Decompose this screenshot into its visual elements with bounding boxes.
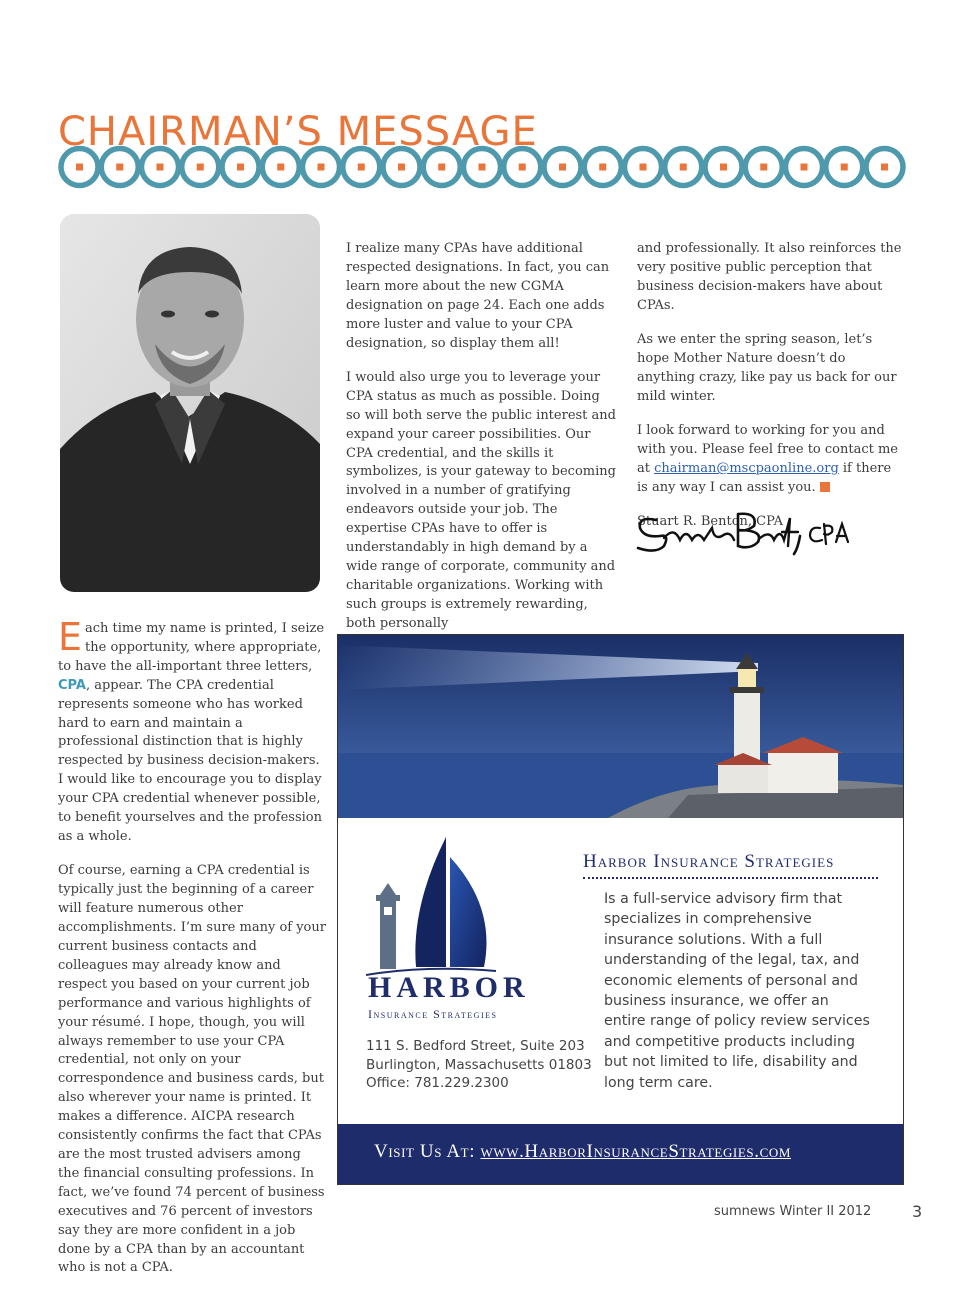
ring-center-square (559, 164, 566, 171)
ad-description: Is a full-service advisory firm that specializes in comprehensive insurance solutions. With a full understanding of the legal, tax, and economic elements of personal and business insurance, we offer an entire range of policy review services and competitive products including but not limited to life, disability and long term care. (604, 891, 870, 1091)
text-run: I look forward to working for you and with you. Please feel free to contact me at (637, 423, 898, 477)
ring-center-square (841, 164, 848, 171)
ring-center-square (599, 164, 606, 171)
ad-brand-subtitle: Insurance Strategies (368, 1007, 498, 1021)
cpa-highlight: CPA (58, 677, 86, 693)
text-run: if there is any way I can assist you. (637, 461, 892, 495)
ring-center-square (680, 164, 687, 171)
paragraph: I realize many CPAs have additional respected designations. In fact, you can learn more about the new CGMA designation on page 24. Each one adds more luster and value to your CPA designation, so display them all! (346, 241, 610, 351)
ring-center-square (277, 164, 284, 171)
signoff-name: Stuart R. Benton, CPA (637, 514, 784, 530)
ad-visit-line (374, 1141, 791, 1163)
ring-center-square (479, 164, 486, 171)
ring-center-square (197, 164, 204, 171)
paragraph: Of course, earning a CPA credential is typically just the beginning of a career will feature numerous other accomplishments. I’m sure many of your current business contacts and colleagues may already know and respect you based on your current job performance and various highlights of your résumé. I hope, though, you will always remember to use your CPA credential, not only on your correspondence and business cards, but also wherever your name is printed. It makes a difference. AICPA research consistently confirms the fact that CPAs are the most trusted advisers among the financial consulting professions. In fact, we’ve found 74 percent of business executives and 76 percent of investors say they are more confident in a job done by a CPA than by an accountant who is not a CPA. (58, 863, 326, 1276)
body-column-3 (637, 240, 905, 548)
ring-center-square (116, 164, 123, 171)
body-column-2 (346, 240, 616, 649)
paragraph (58, 615, 326, 847)
harbor-insurance-advertisement (337, 634, 904, 1185)
paragraph: and professionally. It also reinforces the very positive public perception that business decision-makers have about CPAs. (637, 241, 902, 313)
page-title: CHAIRMAN’S MESSAGE (58, 108, 538, 155)
ad-brand-wordmark: HARBOR (368, 971, 530, 1004)
ring-center-square (398, 164, 405, 171)
ring-center-square (438, 164, 445, 171)
address-line: Burlington, Massachusetts 01803 (366, 1056, 592, 1073)
chairman-email-link[interactable]: chairman@mscpaonline.org (654, 461, 839, 477)
ring-center-square (358, 164, 365, 171)
address-line: 111 S. Bedford Street, Suite 203 (366, 1038, 585, 1054)
lighthouse-photo (338, 635, 903, 818)
text-run: , appear. The CPA credential represents someone who has worked hard to earn and maintain a professional distinction that is highly respected by business decision-makers. I would like to encourage you to display your CPA credential whenever possible, to benefit yourselves and the profession as a whole. (58, 677, 322, 844)
page-number: 3 (912, 1202, 923, 1221)
harbor-website-link[interactable]: www.HarborInsuranceStrategies.com (480, 1141, 791, 1162)
ring-center-square (720, 164, 727, 171)
drop-cap: E (58, 615, 83, 659)
phone-number: Office: 781.229.2300 (366, 1075, 509, 1092)
ring-center-square (318, 164, 325, 171)
ring-center-square (519, 164, 526, 171)
visit-label: Visit Us At: (374, 1141, 476, 1162)
text-run: ach time my name is printed, I seize the opportunity, where appropriate, to have the all-important three letters, (58, 621, 325, 674)
paragraph: I would also urge you to leverage your CPA status as much as possible. Doing so will both serve the public interest and expand your career possibilities. Our CPA credential, and the skills it symbolizes, is your gateway to becoming involved in a number of gratifying endeavors outside your job. The expertise CPAs have to offer is understandably in high demand by a wide range of corporate, community and charitable organizations. Working with such groups is extremely rewarding, both personally (346, 369, 616, 631)
body-column-1 (58, 615, 326, 1294)
publication-footer: sumnews Winter II 2012 (714, 1204, 872, 1219)
decorative-ring-band (58, 143, 906, 191)
chairman-portrait-photo (60, 214, 320, 592)
handwritten-signature (634, 506, 849, 556)
ring-center-square (640, 164, 647, 171)
ring-center-square (881, 164, 888, 171)
ring-center-square (157, 164, 164, 171)
ring-center-square (801, 164, 808, 171)
paragraph (637, 422, 905, 498)
ring-center-square (76, 164, 83, 171)
ad-address-block (366, 1037, 592, 1093)
paragraph: As we enter the spring season, let’s hope Mother Nature doesn’t do anything crazy, like pay us back for our mild winter. (637, 332, 897, 404)
ring-center-square (760, 164, 767, 171)
ring-center-square (237, 164, 244, 171)
end-mark-icon (820, 482, 830, 492)
ad-company-name: Harbor Insurance Strategies (583, 851, 878, 879)
